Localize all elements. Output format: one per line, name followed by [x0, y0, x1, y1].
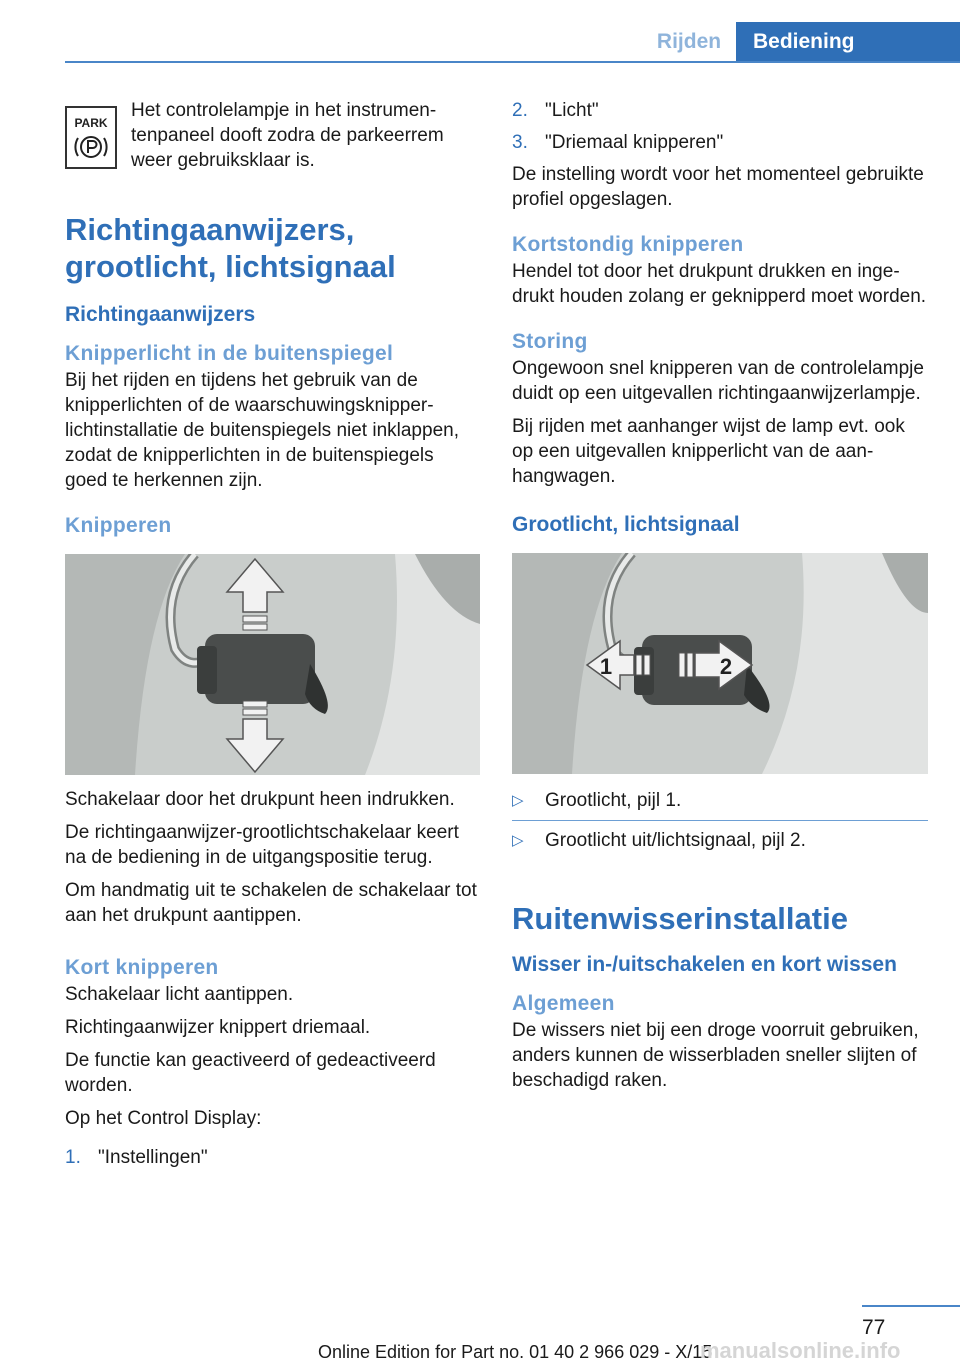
park-icon-label: PARK [74, 116, 108, 130]
triangle-bullet-icon: ▷ [512, 832, 524, 849]
paragraph: Richtingaanwijzer knippert driemaal. [65, 1017, 371, 1038]
settings-steps-list-continued [512, 98, 928, 155]
lever-illustration [65, 554, 480, 775]
list-text: "Licht" [545, 100, 599, 121]
section-title-richtingaanwijzers: Richtingaanwijzers, grootlicht, lichtsignaal [65, 212, 396, 284]
paragraph: De functie kan geactiveerd of gedeactiveerd worden. [65, 1050, 436, 1096]
triangle-bullet-icon: ▷ [512, 792, 524, 809]
paragraph: Hendel tot door het drukpunt drukken en ingedrukt houden zolang er geknipperd moet worden. [512, 261, 927, 307]
high-beam-illustration [512, 553, 928, 774]
park-note-text: Het controlelampje in het instrumentenpaneel dooft zodra de parkeerrem weer gebruiksklaar is. [131, 100, 444, 171]
subsection-grootlicht: Grootlicht, lichtsignaal [512, 513, 740, 536]
heading-algemeen: Algemeen [512, 992, 615, 1015]
high-beam-bullets-continued [512, 828, 928, 853]
high-beam-lever-figure [512, 553, 928, 774]
parking-brake-icon [65, 106, 117, 169]
heading-knipperlicht-buitenspiegel: Knipperlicht in de buitenspiegel [65, 342, 394, 365]
paragraph: Om handmatig uit te schakelen de schakelaar tot aan het drukpunt aantippen. [65, 880, 477, 926]
tab-rijden[interactable]: Rijden [656, 30, 722, 53]
list-number: 1. [65, 1147, 81, 1168]
list-item [512, 828, 928, 853]
list-number: 2. [512, 100, 528, 121]
list-text: "Driemaal knipperen" [545, 132, 724, 153]
subsection-wisser: Wisser in-/uitschakelen en kort wissen [512, 953, 897, 976]
heading-kort-knipperen: Kort knipperen [65, 956, 219, 979]
list-text: "Instellingen" [98, 1147, 208, 1168]
tab-bediening[interactable]: Bediening [736, 22, 960, 62]
paragraph: Schakelaar door het drukpunt heen indrukken. [65, 789, 455, 810]
heading-knipperen: Knipperen [65, 514, 172, 537]
paragraph: Bij het rijden en tijdens het gebruik van de knipperlichten of de waarschuwingsknipperlichtinstallatie de buitenspiegels niet inklappen, zodat de knipperlichten in de buitenspiegels goed te herkennen zijn. [65, 370, 459, 491]
paragraph: Ongewoon snel knipperen van de controlelampje duidt op een uitgevallen richtingaanwijzerlampje. [512, 358, 924, 404]
paragraph: De instelling wordt voor het momenteel gebruikte profiel opgeslagen. [512, 164, 924, 210]
watermark: manualsonline.info [700, 1338, 901, 1363]
heading-storing: Storing [512, 330, 588, 353]
list-item [512, 788, 928, 813]
paragraph: De wissers niet bij een droge voorruit gebruiken, anders kunnen de wisserbladen sneller slijten of beschadigd raken. [512, 1020, 919, 1091]
list-item [65, 1145, 480, 1170]
bullet-text: Grootlicht, pijl 1. [545, 790, 682, 811]
turn-signal-lever-figure [65, 554, 480, 775]
header-rule [65, 61, 960, 63]
high-beam-bullets [512, 788, 928, 813]
list-number: 3. [512, 132, 528, 153]
arrow-label-1: 1 [599, 654, 613, 679]
list-item [512, 130, 928, 155]
list-item [512, 98, 928, 123]
park-note [65, 98, 480, 173]
footer-rule [862, 1305, 960, 1307]
page-header [0, 0, 960, 62]
page-number: 77 [862, 1316, 886, 1339]
heading-kortstondig-knipperen: Kortstondig knipperen [512, 233, 744, 256]
section-title-ruitenwisser: Ruitenwisserinstallatie [512, 901, 848, 936]
edition-footer: Online Edition for Part no. 01 40 2 966 029 - X/15 [318, 1342, 713, 1362]
bullet-divider [512, 820, 928, 821]
arrow-label-2: 2 [719, 654, 733, 679]
paragraph: Op het Control Display: [65, 1108, 262, 1129]
left-column [65, 98, 480, 1177]
paragraph: Schakelaar licht aantippen. [65, 984, 294, 1005]
settings-steps-list [65, 1145, 480, 1170]
right-column [512, 98, 928, 1101]
subsection-richtingaanwijzers: Richtingaanwijzers [65, 303, 256, 326]
paragraph: Bij rijden met aanhanger wijst de lamp evt. ook op een uitgevallen knipperlicht van de aanhangwagen. [512, 416, 905, 487]
bullet-text: Grootlicht uit/lichtsignaal, pijl 2. [545, 830, 806, 851]
paragraph: De richtingaanwijzer-grootlichtschakelaar keert na de bediening in de uitgangspositie terug. [65, 822, 459, 868]
